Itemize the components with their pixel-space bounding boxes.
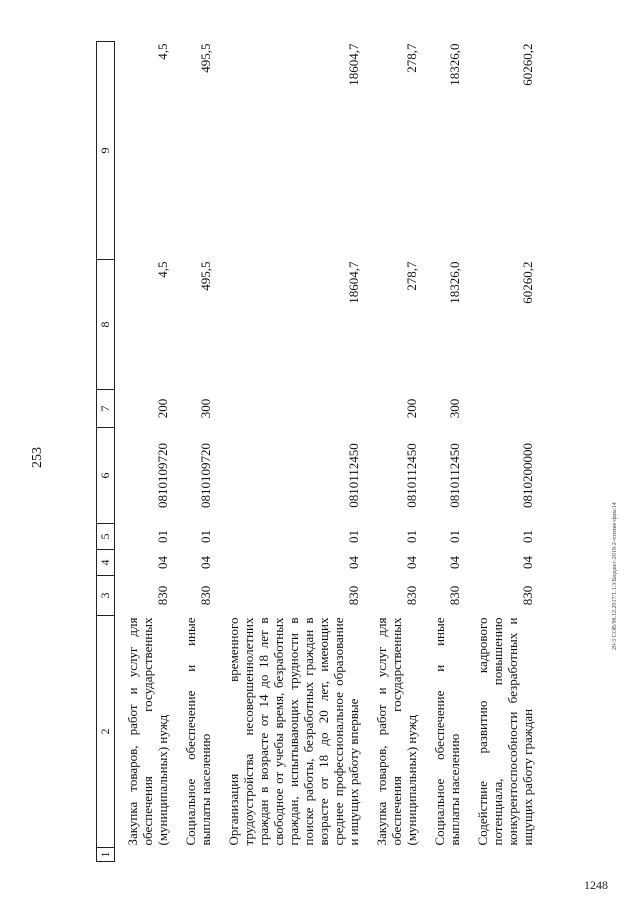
row-subsection: 01 bbox=[155, 530, 170, 543]
page-number: 253 bbox=[30, 447, 45, 468]
row-name: Закупка товаров, работ и услуг для обеспечения государственных (муниципальных) нужд bbox=[125, 617, 170, 846]
row-amount-plan: 495,5 bbox=[198, 261, 213, 291]
row-name: Организация временного трудоустройства несовершеннолетних граждан в возрасте от 14 до 18 лет в свободное от учебы время, безработных граждан, испытывающих трудности в поиске работы, безработных граждан в возрасте от 18 до 20 лет, имеющих среднее профессиональное образование и ищущих работу впервые bbox=[226, 617, 361, 846]
row-amount-total: 18326,0 bbox=[447, 43, 462, 86]
header-col-9: 9 bbox=[97, 42, 115, 260]
row-name: Закупка товаров, работ и услуг для обеспечения государственных (муниципальных) нужд bbox=[374, 617, 419, 846]
row-section: 04 bbox=[155, 556, 170, 569]
table-row bbox=[115, 42, 174, 862]
row-ministry-code: 830 bbox=[447, 585, 462, 606]
row-expense-type bbox=[465, 390, 538, 428]
header-col-3: 3 bbox=[97, 576, 115, 616]
row-index bbox=[465, 848, 538, 862]
table-row bbox=[422, 42, 465, 862]
row-ministry-code: 830 bbox=[346, 585, 361, 606]
table-row bbox=[216, 42, 364, 862]
row-subsection: 01 bbox=[447, 530, 462, 543]
header-col-5: 5 bbox=[97, 524, 115, 550]
row-amount-total: 18604,7 bbox=[346, 43, 361, 86]
row-amount-plan: 18326,0 bbox=[447, 261, 462, 304]
header-col-8: 8 bbox=[97, 260, 115, 390]
row-subsection: 01 bbox=[520, 530, 535, 543]
row-amount-total: 60260,2 bbox=[520, 43, 535, 86]
row-section: 04 bbox=[404, 556, 419, 569]
header-col-4: 4 bbox=[97, 550, 115, 576]
row-target-article: 0810109720 bbox=[155, 443, 170, 508]
row-subsection: 01 bbox=[198, 530, 213, 543]
rotated-budget-table-container bbox=[96, 42, 568, 862]
row-section: 04 bbox=[346, 556, 361, 569]
row-amount-total: 495,5 bbox=[198, 43, 213, 73]
row-amount-total: 4,5 bbox=[155, 43, 170, 60]
footer-document-code: 20-3 СОВ/98.12.2017/1.1.3/Бюджет-2018-2-чтение-фикс14 bbox=[612, 502, 618, 650]
row-index bbox=[115, 848, 174, 862]
row-name: Социальное обеспечение и иные выплаты населению bbox=[183, 617, 213, 846]
header-col-7: 7 bbox=[97, 390, 115, 428]
header-col-1: 1 bbox=[97, 848, 115, 862]
row-name: Социальное обеспечение и иные выплаты населению bbox=[432, 617, 462, 846]
row-target-article: 0810112450 bbox=[447, 443, 462, 508]
header-col-6: 6 bbox=[97, 428, 115, 524]
row-index bbox=[216, 848, 364, 862]
table-row bbox=[173, 42, 216, 862]
row-target-article: 0810109720 bbox=[198, 443, 213, 508]
row-ministry-code: 830 bbox=[198, 585, 213, 606]
row-amount-plan: 278,7 bbox=[404, 261, 419, 291]
row-expense-type: 200 bbox=[404, 398, 419, 419]
row-expense-type: 200 bbox=[155, 398, 170, 419]
row-section: 04 bbox=[198, 556, 213, 569]
row-expense-type: 300 bbox=[198, 398, 213, 419]
row-subsection: 01 bbox=[404, 530, 419, 543]
row-amount-total: 278,7 bbox=[404, 43, 419, 73]
row-index bbox=[173, 848, 216, 862]
row-expense-type bbox=[216, 390, 364, 428]
row-expense-type: 300 bbox=[447, 398, 462, 419]
row-ministry-code: 830 bbox=[520, 585, 535, 606]
table-row bbox=[465, 42, 538, 862]
row-name: Содействие развитию кадрового потенциала, повышению конкурентоспособности безработных и ищущих работу граждан bbox=[475, 617, 535, 846]
row-amount-plan: 18604,7 bbox=[346, 261, 361, 304]
row-index bbox=[364, 848, 422, 862]
row-amount-plan: 60260,2 bbox=[520, 261, 535, 304]
budget-table bbox=[96, 41, 538, 862]
row-amount-plan: 4,5 bbox=[155, 261, 170, 278]
row-ministry-code: 830 bbox=[404, 585, 419, 606]
row-ministry-code: 830 bbox=[155, 585, 170, 606]
row-index bbox=[422, 848, 465, 862]
row-subsection: 01 bbox=[346, 530, 361, 543]
row-section: 04 bbox=[520, 556, 535, 569]
table-row bbox=[364, 42, 422, 862]
table-header-row bbox=[97, 42, 115, 862]
row-target-article: 0810112450 bbox=[346, 443, 361, 508]
row-target-article: 0810200000 bbox=[520, 443, 535, 508]
row-section: 04 bbox=[447, 556, 462, 569]
header-col-2: 2 bbox=[97, 616, 115, 848]
bottom-page-number: 1248 bbox=[584, 878, 608, 892]
row-target-article: 0810112450 bbox=[404, 443, 419, 508]
